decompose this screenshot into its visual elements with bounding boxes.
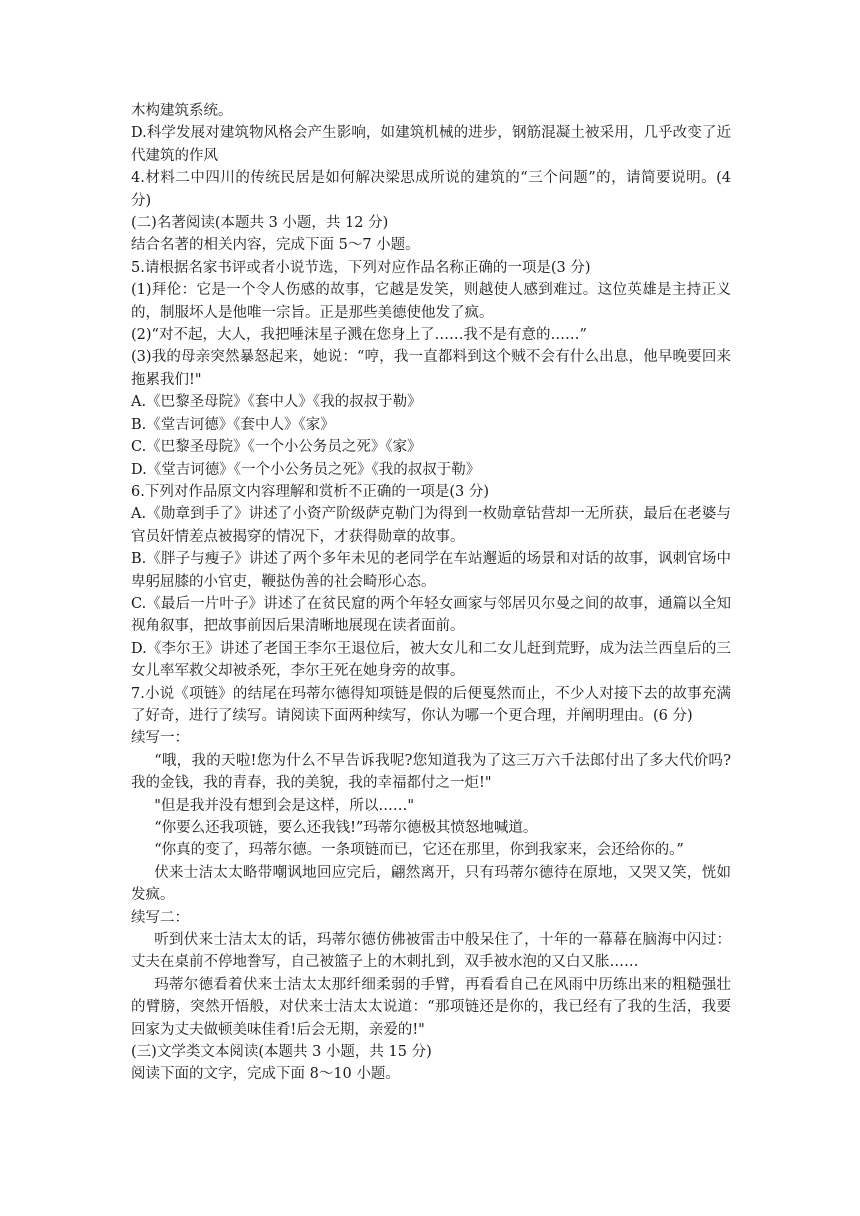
instruction-text: 结合名著的相关内容，完成下面 5～7 小题。 — [131, 237, 420, 254]
continuation-2-heading: 续写二： — [131, 909, 189, 926]
q5-option-b: B.《堂吉诃德》《套中人》《家》 — [131, 416, 335, 433]
continuation-1-para-5: 伏来士洁太太略带嘲讽地回应完后，翩然离开，只有玛蒂尔德待在原地，又哭又笑，恍如发疯。 — [131, 864, 731, 904]
continuation-1-para-3: “你要么还我项链，要么还我钱!”玛蒂尔德极其愤怒地喊道。 — [154, 820, 538, 836]
option-d-line: D.科学发展对建筑物风格会产生影响，如建筑机械的进步，钢筋混凝土被采用，几乎改变了近代建筑的作风 — [131, 125, 731, 164]
question-5: 5.请根据名家书评或者小说节选，下列对应作品名称正确的一项是(3 分) — [131, 259, 591, 276]
q5-option-c: C.《巴黎圣母院》《一个小公务员之死》《家》 — [131, 439, 422, 456]
continuation-1-para-2: "但是我并没有想到会是这样，所以……" — [154, 797, 415, 814]
continuation-1-heading: 续写一： — [131, 730, 189, 747]
instruction-text-2: 阅读下面的文字，完成下面 8～10 小题。 — [131, 1066, 400, 1083]
q5-option-a: A.《巴黎圣母院》《套中人》《我的叔叔于勒》 — [131, 394, 422, 411]
excerpt-1: (1)拜伦：它是一个令人伤感的故事，它越是发笑，则越使人感到难过。这位英雄是主持正义的，制服坏人是他唯一宗旨。正是那些美德使他发了疯。 — [131, 282, 731, 321]
q6-option-a: A.《勋章到手了》讲述了小资产阶级萨克勒门为得到一枚勋章钻营却一无所获，最后在老婆与官员奸情差点被揭穿的情况下，才获得勋章的故事。 — [131, 506, 731, 545]
continuation-2-para-2: 玛蒂尔德看着伏来士洁太太那纤细柔弱的手臂，再看看自己在风雨中历练出来的粗糙强壮的臂膀，突然开悟般，对伏来士洁太太说道：“那项链还是你的，我已经有了我的生活，我要回家为丈夫做顿美味佳肴!后会无期，亲爱的!" — [131, 976, 731, 1038]
q6-option-b: B.《胖子与瘦子》讲述了两个多年未见的老同学在车站邂逅的场景和对话的故事，讽刺官场中卑躬屈膝的小官吏，鞭挞伪善的社会畸形心态。 — [131, 551, 731, 590]
q6-option-c: C.《最后一片叶子》讲述了在贫民窟的两个年轻女画家与邻居贝尔曼之间的故事，通篇以全知视角叙事，把故事前因后果清晰地展现在读者面前。 — [131, 595, 731, 635]
continuation-1-para-4: “你真的变了，玛蒂尔德。一条项链而已，它还在那里，你到我家来，会还给你的。” — [154, 842, 684, 859]
section-heading-2: (二)名著阅读(本题共 3 小题，共 12 分) — [131, 215, 389, 232]
text-line: 木构建筑系统。 — [131, 103, 233, 119]
continuation-2-para-1: 听到伏来士洁太太的话，玛蒂尔德仿佛被雷击中般呆住了，十年的一幕幕在脑海中闪过：丈夫在桌前不停地誊写，自己被篮子上的木刺扎到，双手被水泡的又白又胀…… — [131, 932, 731, 971]
question-6: 6.下列对作品原文内容理解和赏析不正确的一项是(3 分) — [131, 483, 489, 500]
question-4: 4.材料二中四川的传统民居是如何解决梁思成所说的建筑的“三个问题”的，请简要说明。(4 分) — [131, 170, 731, 209]
question-7: 7.小说《项链》的结尾在玛蒂尔德得知项链是假的后便戛然而止，不少人对接下去的故事充满了好奇，进行了续写。请阅读下面两种续写，你认为哪一个更合理，并阐明理由。(6 分) — [131, 685, 731, 724]
excerpt-3: (3)我的母亲突然暴怒起来，她说：“哼，我一直都料到这个贼不会有什么出息，他早晚要回来拖累我们!" — [131, 349, 731, 388]
q5-option-d: D.《堂吉诃德》《一个小公务员之死》《我的叔叔于勒》 — [131, 461, 481, 478]
document-page — [131, 100, 731, 1086]
section-heading-3: (三)文学类文本阅读(本题共 3 小题，共 15 分) — [131, 1044, 432, 1061]
q6-option-d: D.《李尔王》讲述了老国王李尔王退位后，被大女儿和二女儿赶到荒野，成为法兰西皇后的三女儿率军救父却被杀死，李尔王死在她身旁的故事。 — [131, 640, 731, 680]
excerpt-2: (2)“对不起，大人，我把唾沫星子溅在您身上了……我不是有意的……” — [131, 327, 587, 344]
continuation-1-para-1: “哦，我的天啦!您为什么不早告诉我呢?您知道我为了这三万六千法郎付出了多大代价吗?我的金钱，我的青春，我的美貌，我的幸福都付之一炬!" — [131, 752, 731, 792]
